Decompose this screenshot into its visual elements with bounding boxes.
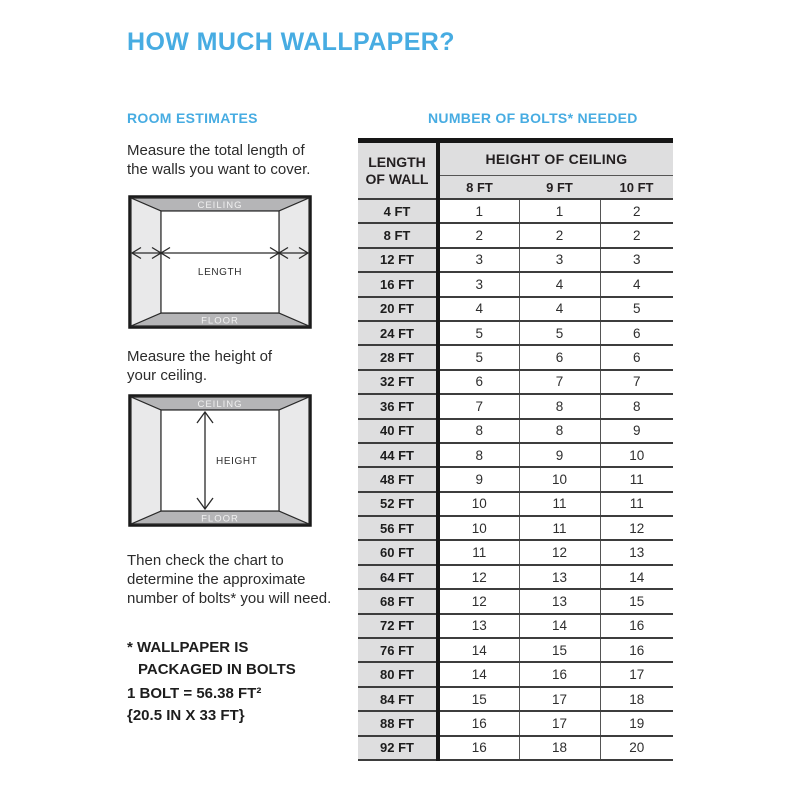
- bolts-value-cell: 4: [519, 272, 600, 296]
- bolts-value-cell: 14: [438, 638, 519, 662]
- bolts-value-cell: 1: [438, 199, 519, 223]
- bolts-value-cell: 12: [519, 540, 600, 564]
- wall-length-cell: 32 FT: [358, 370, 438, 394]
- height-dim-label: HEIGHT: [216, 456, 258, 467]
- table-row: [358, 419, 673, 443]
- bolts-value-cell: 2: [600, 223, 673, 247]
- length-diagram: [128, 195, 312, 329]
- wall-length-cell: 8 FT: [358, 223, 438, 247]
- bolts-value-cell: 16: [438, 711, 519, 735]
- table-row: [358, 614, 673, 638]
- floor-label: FLOOR: [201, 315, 239, 327]
- ceiling-9ft-header: 9 FT: [519, 176, 600, 200]
- bolts-value-cell: 6: [600, 345, 673, 369]
- bolts-value-cell: 13: [438, 614, 519, 638]
- bolt-info-line-2: {20.5 IN X 33 FT}: [127, 707, 245, 724]
- bolts-value-cell: 2: [600, 199, 673, 223]
- bolts-value-cell: 16: [438, 736, 519, 760]
- wall-length-cell: 88 FT: [358, 711, 438, 735]
- wall-length-cell: 80 FT: [358, 662, 438, 686]
- bolts-value-cell: 8: [438, 419, 519, 443]
- bolts-value-cell: 10: [600, 443, 673, 467]
- height-diagram: [128, 394, 312, 527]
- table-row: [358, 687, 673, 711]
- bolts-value-cell: 15: [519, 638, 600, 662]
- bolts-value-cell: 1: [519, 199, 600, 223]
- wall-length-cell: 20 FT: [358, 297, 438, 321]
- bolts-table: [358, 138, 673, 761]
- table-row: [358, 345, 673, 369]
- step2-line-2: your ceiling.: [127, 367, 208, 384]
- bolts-value-cell: 4: [600, 272, 673, 296]
- step1-line-1: Measure the total length of: [127, 142, 305, 159]
- bolts-value-cell: 16: [519, 662, 600, 686]
- table-row: [358, 736, 673, 760]
- length-dim-label: LENGTH: [197, 267, 243, 278]
- wall-length-cell: 84 FT: [358, 687, 438, 711]
- bolts-value-cell: 5: [600, 297, 673, 321]
- table-row: [358, 565, 673, 589]
- left-wall-panel: [131, 397, 161, 524]
- bolts-value-cell: 13: [519, 565, 600, 589]
- bolts-value-cell: 5: [438, 345, 519, 369]
- table-row: [358, 516, 673, 540]
- bolts-value-cell: 7: [438, 394, 519, 418]
- wall-length-cell: 4 FT: [358, 199, 438, 223]
- wall-length-cell: 12 FT: [358, 248, 438, 272]
- table-row: [358, 394, 673, 418]
- wall-length-cell: 48 FT: [358, 467, 438, 491]
- height-of-ceiling-header: HEIGHT OF CEILING: [438, 141, 673, 176]
- bolts-value-cell: 15: [438, 687, 519, 711]
- footnote-line-2: PACKAGED IN BOLTS: [138, 661, 296, 678]
- bolts-value-cell: 9: [519, 443, 600, 467]
- bolts-value-cell: 2: [519, 223, 600, 247]
- table-row: [358, 272, 673, 296]
- bolts-value-cell: 10: [519, 467, 600, 491]
- wall-length-cell: 36 FT: [358, 394, 438, 418]
- wall-length-cell: 44 FT: [358, 443, 438, 467]
- bolts-value-cell: 18: [600, 687, 673, 711]
- wall-length-cell: 28 FT: [358, 345, 438, 369]
- right-wall-panel: [279, 397, 309, 524]
- bolts-value-cell: 16: [600, 614, 673, 638]
- bolts-value-cell: 3: [438, 272, 519, 296]
- wall-length-cell: 92 FT: [358, 736, 438, 760]
- table-row: [358, 540, 673, 564]
- ceiling-label: CEILING: [197, 200, 243, 211]
- table-row: [358, 443, 673, 467]
- step2-text: [127, 347, 272, 385]
- wall-length-cell: 68 FT: [358, 589, 438, 613]
- bolts-value-cell: 11: [600, 492, 673, 516]
- bolts-value-cell: 8: [519, 419, 600, 443]
- bolts-value-cell: 16: [600, 638, 673, 662]
- bolts-value-cell: 11: [438, 540, 519, 564]
- bolts-value-cell: 3: [438, 248, 519, 272]
- bolts-table-title: NUMBER OF BOLTS* NEEDED: [428, 110, 638, 126]
- table-row: [358, 638, 673, 662]
- bolts-value-cell: 2: [438, 223, 519, 247]
- step1-text: [127, 141, 310, 179]
- table-row: [358, 321, 673, 345]
- bolts-value-cell: 10: [438, 492, 519, 516]
- bolts-value-cell: 8: [519, 394, 600, 418]
- table-row: [358, 199, 673, 223]
- wall-length-cell: 72 FT: [358, 614, 438, 638]
- bolts-value-cell: 20: [600, 736, 673, 760]
- bolts-value-cell: 7: [519, 370, 600, 394]
- step3-text: [127, 551, 331, 608]
- bolts-value-cell: 15: [600, 589, 673, 613]
- bolt-info-line-1: 1 BOLT = 56.38 FT²: [127, 685, 262, 702]
- bolts-value-cell: 12: [438, 565, 519, 589]
- wall-length-cell: 64 FT: [358, 565, 438, 589]
- table-row: [358, 297, 673, 321]
- bolts-value-cell: 6: [438, 370, 519, 394]
- bolts-value-cell: 7: [600, 370, 673, 394]
- bolts-value-cell: 12: [600, 516, 673, 540]
- table-header-row-1: [358, 141, 673, 176]
- room-estimates-heading: ROOM ESTIMATES: [127, 110, 258, 126]
- bolts-value-cell: 5: [519, 321, 600, 345]
- wall-length-cell: 76 FT: [358, 638, 438, 662]
- step3-line-3: number of bolts* you will need.: [127, 590, 332, 607]
- wall-length-cell: 16 FT: [358, 272, 438, 296]
- table-row: [358, 370, 673, 394]
- table-row: [358, 589, 673, 613]
- bolts-value-cell: 11: [519, 516, 600, 540]
- length-of-wall-line-1: LENGTH: [368, 153, 426, 170]
- bolts-value-cell: 4: [438, 297, 519, 321]
- length-of-wall-header: [358, 141, 438, 200]
- bolts-value-cell: 6: [519, 345, 600, 369]
- bolts-value-cell: 11: [519, 492, 600, 516]
- wall-length-cell: 24 FT: [358, 321, 438, 345]
- bolt-size-info: [127, 683, 261, 727]
- bolts-value-cell: 17: [519, 687, 600, 711]
- ceiling-label: CEILING: [197, 399, 243, 410]
- ceiling-8ft-header: 8 FT: [438, 176, 519, 200]
- bolts-value-cell: 19: [600, 711, 673, 735]
- wall-length-cell: 52 FT: [358, 492, 438, 516]
- table-row: [358, 467, 673, 491]
- bolts-value-cell: 9: [600, 419, 673, 443]
- bolts-value-cell: 17: [600, 662, 673, 686]
- length-of-wall-line-2: OF WALL: [365, 170, 429, 187]
- bolts-value-cell: 14: [519, 614, 600, 638]
- bolts-value-cell: 10: [438, 516, 519, 540]
- table-row: [358, 492, 673, 516]
- wall-length-cell: 56 FT: [358, 516, 438, 540]
- step1-line-2: the walls you want to cover.: [127, 161, 311, 178]
- bolts-value-cell: 17: [519, 711, 600, 735]
- floor-label: FLOOR: [201, 513, 239, 525]
- bolts-value-cell: 4: [519, 297, 600, 321]
- bolts-value-cell: 18: [519, 736, 600, 760]
- bolts-value-cell: 8: [438, 443, 519, 467]
- bolts-value-cell: 9: [438, 467, 519, 491]
- bolts-value-cell: 14: [438, 662, 519, 686]
- bolts-value-cell: 13: [600, 540, 673, 564]
- back-wall-panel: [161, 211, 279, 313]
- bolts-value-cell: 14: [600, 565, 673, 589]
- left-wall-panel: [131, 198, 161, 326]
- step2-line-1: Measure the height of: [127, 348, 273, 365]
- bolts-value-cell: 8: [600, 394, 673, 418]
- bolts-value-cell: 13: [519, 589, 600, 613]
- table-row: [358, 662, 673, 686]
- bolts-value-cell: 6: [600, 321, 673, 345]
- wall-length-cell: 40 FT: [358, 419, 438, 443]
- page-title: HOW MUCH WALLPAPER?: [127, 28, 455, 56]
- bolts-value-cell: 3: [519, 248, 600, 272]
- table-row: [358, 223, 673, 247]
- bolts-footnote: [127, 637, 296, 681]
- bolts-value-cell: 5: [438, 321, 519, 345]
- table-row: [358, 248, 673, 272]
- bolts-table-body: [358, 199, 673, 760]
- wall-length-cell: 60 FT: [358, 540, 438, 564]
- footnote-line-1: * WALLPAPER IS: [127, 639, 249, 656]
- table-row: [358, 711, 673, 735]
- bolts-value-cell: 12: [438, 589, 519, 613]
- bolts-value-cell: 11: [600, 467, 673, 491]
- step3-line-2: determine the approximate: [127, 571, 306, 588]
- ceiling-10ft-header: 10 FT: [600, 176, 673, 200]
- bolts-value-cell: 3: [600, 248, 673, 272]
- step3-line-1: Then check the chart to: [127, 552, 284, 569]
- right-wall-panel: [279, 198, 309, 326]
